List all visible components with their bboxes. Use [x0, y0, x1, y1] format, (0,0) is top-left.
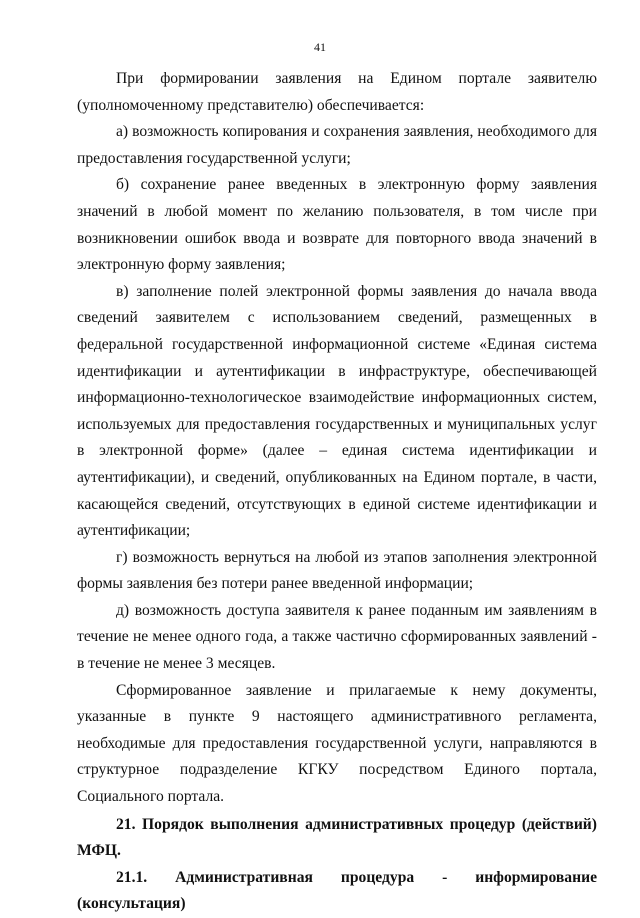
paragraph-item-g: г) возможность вернуться на любой из этапов заполнения электронной формы заявления без потери ранее введенной информации; — [77, 548, 597, 593]
paragraph-item-d: д) возможность доступа заявителя к ранее поданным им заявлениям в течение не менее одного года, а также частично сформированных заявлений - в течение не менее 3 месяцев. — [77, 601, 597, 673]
paragraph-submission: Сформированное заявление и прилагаемые к нему документы, указанные в пункте 9 настоящего административного регламента, необходимые для предоставления государственной услуги, направляются в структурное подразделение КГКУ посредством Единого портала, Социального портала. — [77, 681, 597, 806]
page-number: 41 — [314, 40, 326, 54]
paragraph-item-a: а) возможность копирования и сохранения заявления, необходимого для предоставления государственной услуги; — [77, 123, 597, 167]
section-heading-21-1: 21.1. Административная процедура - информирование (консультация) — [77, 868, 597, 913]
paragraph-item-v: в) заполнение полей электронной формы заявления до начала ввода сведений заявителем с использованием сведений, размещенных в федеральной государственной информационной системе «Единая система идентификации и аутентификации в инфраструктуре, обеспечивающей информационно-технологическое взаимодействие информационных систем, используемых для предоставления государственных и муниципальных услуг в электронной форме» (далее – единая система идентификации и аутентификации), и сведений, опубликованных на Едином портале, в части, касающейся сведений, отсутствующих в единой системе идентификации и аутентификации; — [77, 282, 597, 540]
paragraph-item-b: б) сохранение ранее введенных в электронную форму заявления значений в любой момент по желанию пользователя, в том числе при возникновении ошибок ввода и возврате для повторного ввода значений в электронную форму заявления; — [77, 176, 597, 274]
section-heading-21: 21. Порядок выполнения административных процедур (действий) МФЦ. — [77, 815, 597, 860]
paragraph-intro: При формировании заявления на Едином портале заявителю (уполномоченному представителю) обеспечивается: — [77, 70, 597, 114]
document-body — [77, 66, 597, 918]
